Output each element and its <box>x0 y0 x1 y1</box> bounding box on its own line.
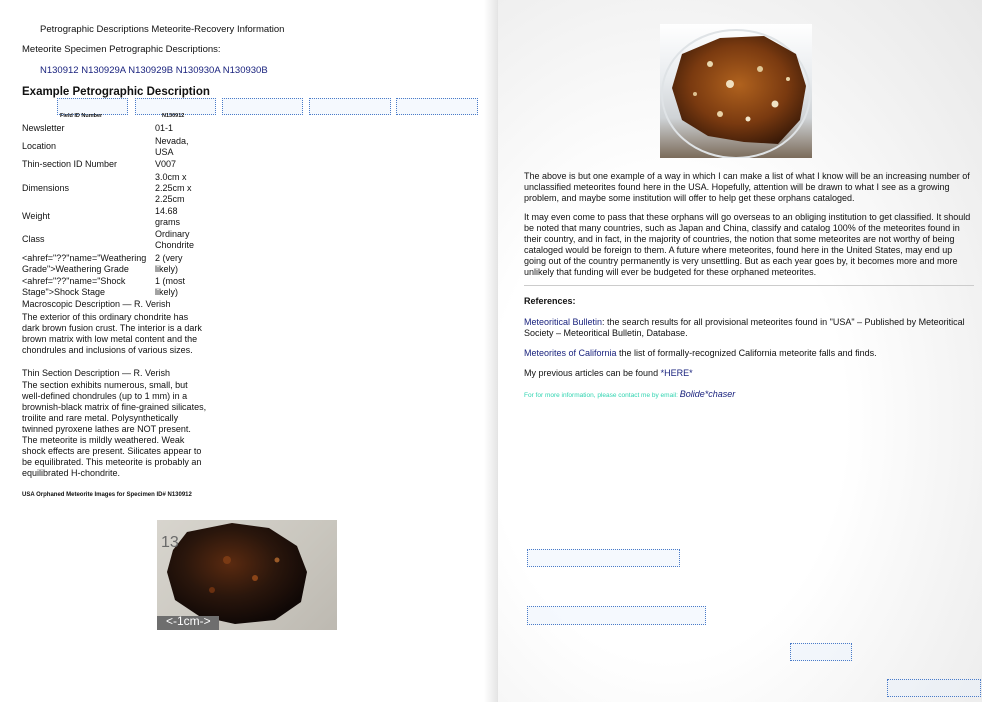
previous-articles-link[interactable]: *HERE* <box>660 368 693 378</box>
table-header-specimen: N130912 <box>162 113 185 119</box>
form-field-box[interactable] <box>790 643 852 661</box>
reference-2 <box>524 348 976 359</box>
form-field-box[interactable] <box>309 98 391 115</box>
specimen-link[interactable]: N130929B <box>128 65 174 76</box>
row-value: 3.0cm x 2.25cm x 2.25cm <box>155 172 192 204</box>
paragraph-1: The above is but one example of a way in which I can make a list of what I know will be an increasing number of unclassified meteorites found here in the USA. Hopefully, attention will be drawn to what I see as a growing problem, and maybe some institution will offer to help get these orphans cataloged. <box>524 171 970 203</box>
specimen-link[interactable]: N130912 <box>40 65 79 76</box>
reference-2-text: the list of formally-recognized California meteorite falls and finds. <box>616 348 877 358</box>
references-title: References: <box>524 296 576 306</box>
specimen-subheader: Meteorite Specimen Petrographic Descriptions: <box>22 44 221 55</box>
specimen-link[interactable]: N130930B <box>222 65 268 76</box>
row-value: 01-1 <box>155 123 174 133</box>
meteorites-of-california-link[interactable]: Meteorites of California <box>524 348 617 358</box>
row-label: Weight <box>22 211 50 221</box>
meteoritical-bulletin-link[interactable]: Meteoritical Bulletin <box>524 317 603 327</box>
table-header-field-id: Field ID Number <box>60 113 103 119</box>
right-page <box>498 0 982 702</box>
meteorite-photo <box>157 520 337 630</box>
thin-section-title: Thin Section Description — R. Verish <box>22 368 171 378</box>
specimen-link[interactable]: N130929A <box>81 65 126 76</box>
page-header: Petrographic Descriptions Meteorite-Recovery Information <box>40 24 285 35</box>
form-field-box[interactable] <box>396 98 478 115</box>
form-field-box[interactable] <box>527 606 706 625</box>
contact-email-link[interactable]: Bolide*chaser <box>679 389 736 399</box>
row-value: Ordinary Chondrite <box>155 229 195 250</box>
row-label: Dimensions <box>22 183 70 193</box>
row-value: 2 (very likely) <box>155 253 183 274</box>
row-label: Location <box>22 141 57 151</box>
images-caption: USA Orphaned Meteorite Images for Specimen ID# N130912 <box>22 492 192 498</box>
row-label: Class <box>22 234 45 244</box>
section-title: Example Petrographic Description <box>22 86 210 98</box>
contact-text: For for more information, please contact me by email: <box>524 392 680 399</box>
photo-corner-label: 13 <box>161 534 179 551</box>
form-field-box[interactable] <box>887 679 981 697</box>
reference-3-text: My previous articles can be found <box>524 368 661 378</box>
specimen-links <box>40 65 268 76</box>
reference-1 <box>524 317 976 339</box>
row-value: V007 <box>155 159 177 169</box>
row-label: Thin-section ID Number <box>22 159 118 169</box>
reference-3 <box>524 368 976 379</box>
contact-line <box>524 389 976 401</box>
paragraph-2: It may even come to pass that these orphans will go overseas to an obliging institution to get classified. It should be noted that many countries, such as Japan and China, classify and catalog 100% of the meteorites found in their country, and in fact, in the majority of countries, the notion that some meteorites are not worthy of being cataloged would be foreign to them. A future where meteorites, found here in the United States, may end up going out of the country permanently is very unsettling. But as each year goes by, it becomes more and more unlikely that funding will ever be budgeted for these orphaned meteorites. <box>524 212 971 277</box>
specimen-link[interactable]: N130930A <box>175 65 221 76</box>
macroscopic-text: The exterior of this ordinary chondrite has dark brown fusion crust. The interior is a dark brown matrix with low metal content and the chondrules and inclusions of various sizes. <box>22 312 202 355</box>
scale-bar-label: <-1cm-> <box>166 614 211 628</box>
row-value: Nevada, USA <box>155 136 189 157</box>
section-divider <box>524 285 974 286</box>
thin-section-slide <box>660 24 812 158</box>
form-field-box[interactable] <box>527 549 680 567</box>
row-value: 1 (most likely) <box>155 276 186 297</box>
form-field-box[interactable] <box>222 98 303 115</box>
reference-1-text: : the search results for all provisional meteorites found in "USA" – Published by Meteoritical Society – Meteoritical Bulletin, Database. <box>524 317 965 338</box>
macroscopic-title: Macroscopic Description — R. Verish <box>22 299 171 309</box>
row-label: <ahref="??"name="Shock Stage">Shock Stage <box>22 276 126 297</box>
thin-section-text: The section exhibits numerous, small, but well-defined chondrules (up to 1 mm) in a brownish-black matrix of fine-grained silicates, troilite and rare metal. Polysynthetically twinned pyroxene lathes are NOT present. The meteorite is mildly weathered. Weak shock effects are present. Silicates appear to be equilibrated. This meteorite is probably an equilibrated H-chondrite. <box>22 380 207 478</box>
row-value: 14.68 grams <box>155 206 181 227</box>
thin-section-photo <box>660 24 812 158</box>
row-label: <ahref="??"name="Weathering Grade">Weathering Grade <box>22 253 147 274</box>
row-label: Newsletter <box>22 123 65 133</box>
